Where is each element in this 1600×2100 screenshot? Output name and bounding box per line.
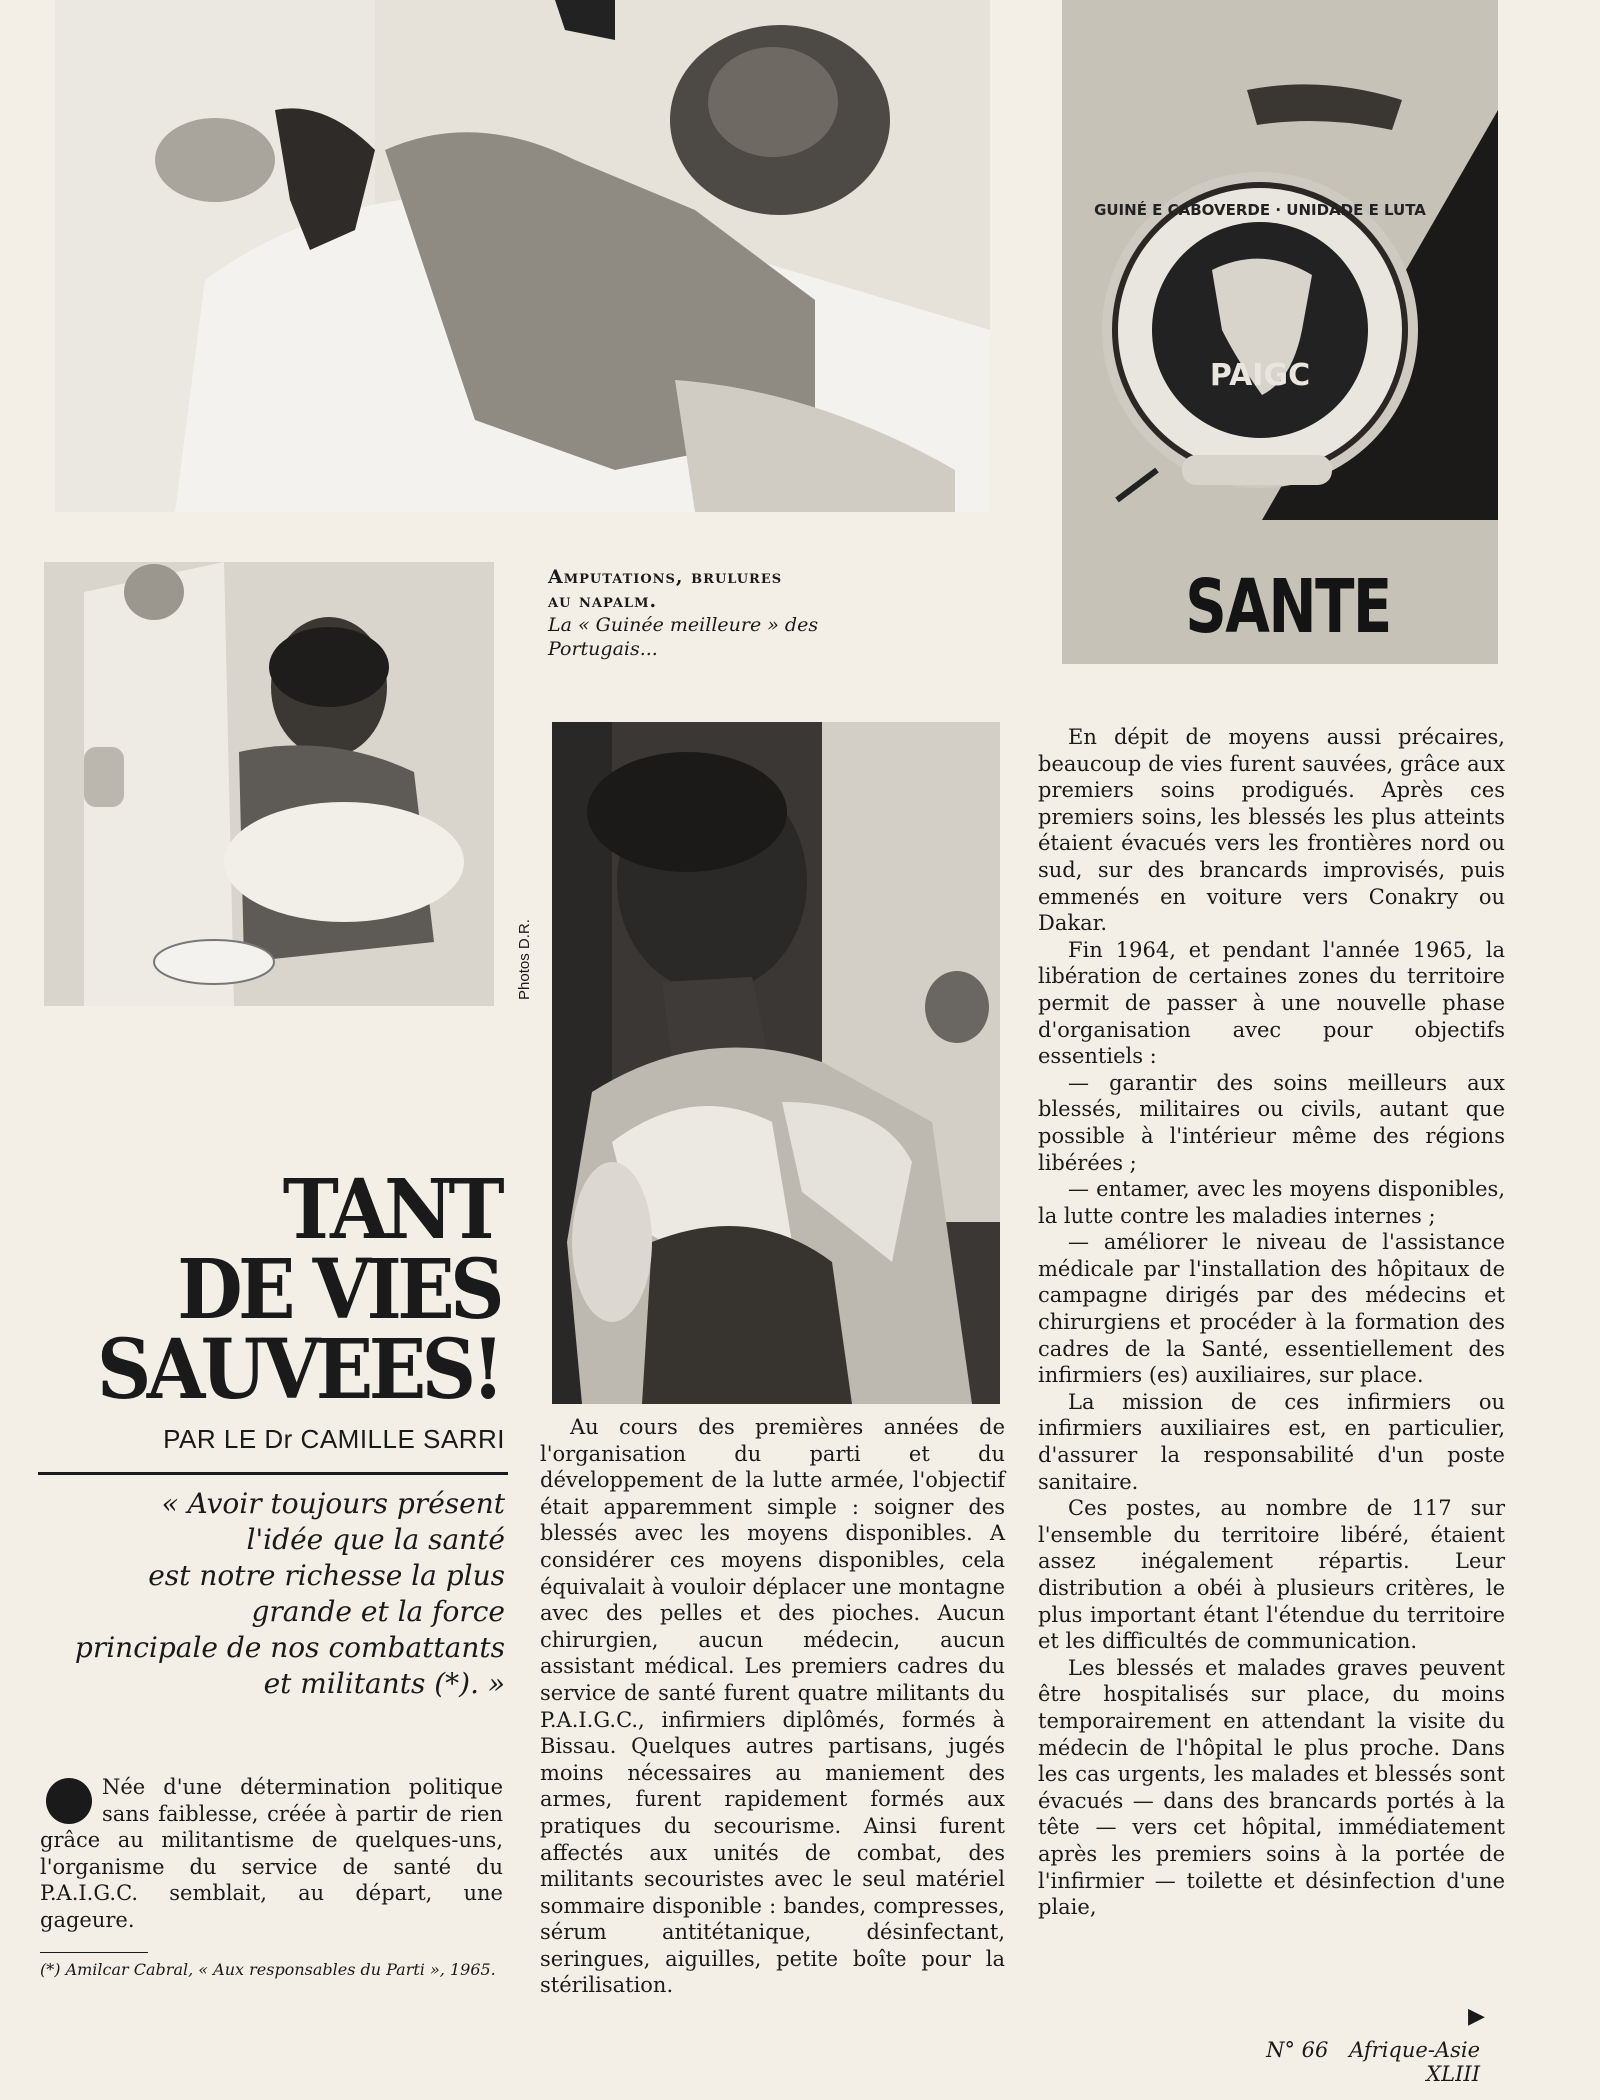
- quote-line: grande et la force: [251, 1595, 505, 1628]
- body-paragraph: En dépit de moyens aussi précaires, beaucoup de vies furent sauvées, grâce aux premiers soins prodigués. Après ces premiers soins, les blessés les plus atteints étaient évacués vers les frontières nord ou sud, sur des brancards improvisés, puis emmenés en voiture vers Conakry ou Dakar.: [1038, 725, 1505, 936]
- title-line-1: TANT: [282, 1162, 500, 1258]
- issue-number: N° 66: [1266, 2038, 1329, 2062]
- body-paragraph: Au cours des premières années de l'organisation du parti et du développement de la lutte armée, l'objectif était apparemment simple : soigner des blessés avec les moyens disponibles. A considérer ces moyens disponibles, cela équivalait à vouloir déplacer une montagne avec des pelles et des pioches. Aucun chirurgien, aucun médecin, aucun assistant médical. Les premiers cadres du service de santé furent quatre militants du P.A.I.G.C., infirmiers diplômés, formés à Bissau. Quelques autres partisans, jugés moins nécessaires au maniement des armes, furent rapidement formés aux pratiques du secourisme. Ainsi furent affectés aux unités de combat, des militants secouristes avec le seul matériel sommaire disponible : bandes, compresses, sérum antitétanique, désinfectant, seringues, aiguilles, petite boîte pour la stérilisation.: [540, 1415, 1005, 1998]
- photo-caption: [548, 565, 888, 661]
- photo-credit: Photos D.R.: [516, 919, 533, 1000]
- caption-line-3: La « Guinée meilleure » des: [548, 614, 819, 636]
- intro-text: Née d'une détermination politique sans faiblesse, créée à partir de rien grâce au militantisme de quelques-uns, l'organisme du service de santé du P.A.I.G.C. semblait, au départ, une gageure.: [40, 1775, 503, 1932]
- body-column-2: [540, 1414, 1005, 1999]
- byline-rule: [38, 1472, 508, 1475]
- body-column-3: [1038, 724, 1505, 1921]
- byline: PAR LE Dr CAMILLE SARRI: [163, 1424, 505, 1454]
- quote-line: principale de nos combattants: [74, 1631, 505, 1664]
- quote-line: est notre richesse la plus: [148, 1559, 505, 1592]
- bullet-dot-icon: [46, 1778, 92, 1824]
- continue-arrow-icon: ▶: [1468, 2004, 1485, 2029]
- photo-boy-with-bowl: [44, 562, 494, 1006]
- page-number: XLIII: [1426, 2062, 1480, 2086]
- section-label: SANTE: [1185, 564, 1391, 650]
- quote-line: l'idée que la santé: [246, 1523, 505, 1556]
- body-paragraph: La mission de ces infirmiers ou infirmiers auxiliaires est, en particulier, d'assurer la responsabilité d'un poste sanitaire.: [1038, 1389, 1505, 1494]
- title-line-3: SAUVEES!: [96, 1322, 501, 1418]
- magazine-name: Afrique-Asie: [1349, 2038, 1480, 2062]
- body-paragraph: Ces postes, au nombre de 117 sur l'ensemble du territoire libéré, étaient assez inégalement répartis. Leur distribution a obéi à plusieurs critères, le plus important étant l'étendue du territoire et les difficultés de communication.: [1038, 1496, 1505, 1654]
- body-paragraph: — entamer, avec les moyens disponibles, la lutte contre les maladies internes ;: [1038, 1177, 1505, 1228]
- caption-line-4: Portugais...: [548, 638, 658, 660]
- caption-line-1: Amputations, brulures: [548, 566, 783, 588]
- page-folio: [1180, 2038, 1480, 2086]
- emblem-paigc: PAIGC: [1209, 358, 1311, 393]
- article-title: [68, 1162, 501, 1418]
- quote-line: et militants (*). »: [263, 1667, 505, 1700]
- body-paragraph: Les blessés et malades graves peuvent être hospitalisés sur place, du moins temporairement en attendant la visite du médecin de l'hôpital le plus proche. Dans les cas urgents, les malades et blessés sont évacués — dans des brancards portés à la tête — vers cet hôpital, immédiatement après les premiers soins à la portée de l'infirmier — toilette et désinfection d'une plaie,: [1038, 1655, 1505, 1920]
- intro-paragraph: [40, 1774, 503, 1934]
- quote-line: « Avoir toujours présent: [161, 1487, 505, 1520]
- epigraph-quote: [40, 1486, 505, 1702]
- footnote: (*) Amilcar Cabral, « Aux responsables du Parti », 1965.: [40, 1960, 496, 1979]
- photo-burned-child: [55, 0, 990, 512]
- photo-burned-back: [552, 722, 1000, 1404]
- caption-line-2: au napalm.: [548, 590, 658, 612]
- title-line-2: DE VIES: [177, 1242, 500, 1338]
- emblem-legend: GUINÉ E CABOVERDE · UNIDADE E LUTA: [1094, 201, 1426, 219]
- body-paragraph: — améliorer le niveau de l'assistance médicale par l'installation des hôpitaux de campagne dirigés par des médecins et chirurgiens et procéder à la formation des cadres de la Santé, essentiellement des infirmiers (es) auxiliaires, sur place.: [1038, 1230, 1505, 1388]
- body-paragraph: Fin 1964, et pendant l'année 1965, la libération de certaines zones du territoire permit de passer à une nouvelle phase d'organisation avec pour objectifs essentiels :: [1038, 937, 1505, 1069]
- body-paragraph: — garantir des soins meilleurs aux blessés, militaires ou civils, autant que possible à l'intérieur même des régions libérées ;: [1038, 1070, 1505, 1175]
- footnote-rule: [40, 1952, 148, 1953]
